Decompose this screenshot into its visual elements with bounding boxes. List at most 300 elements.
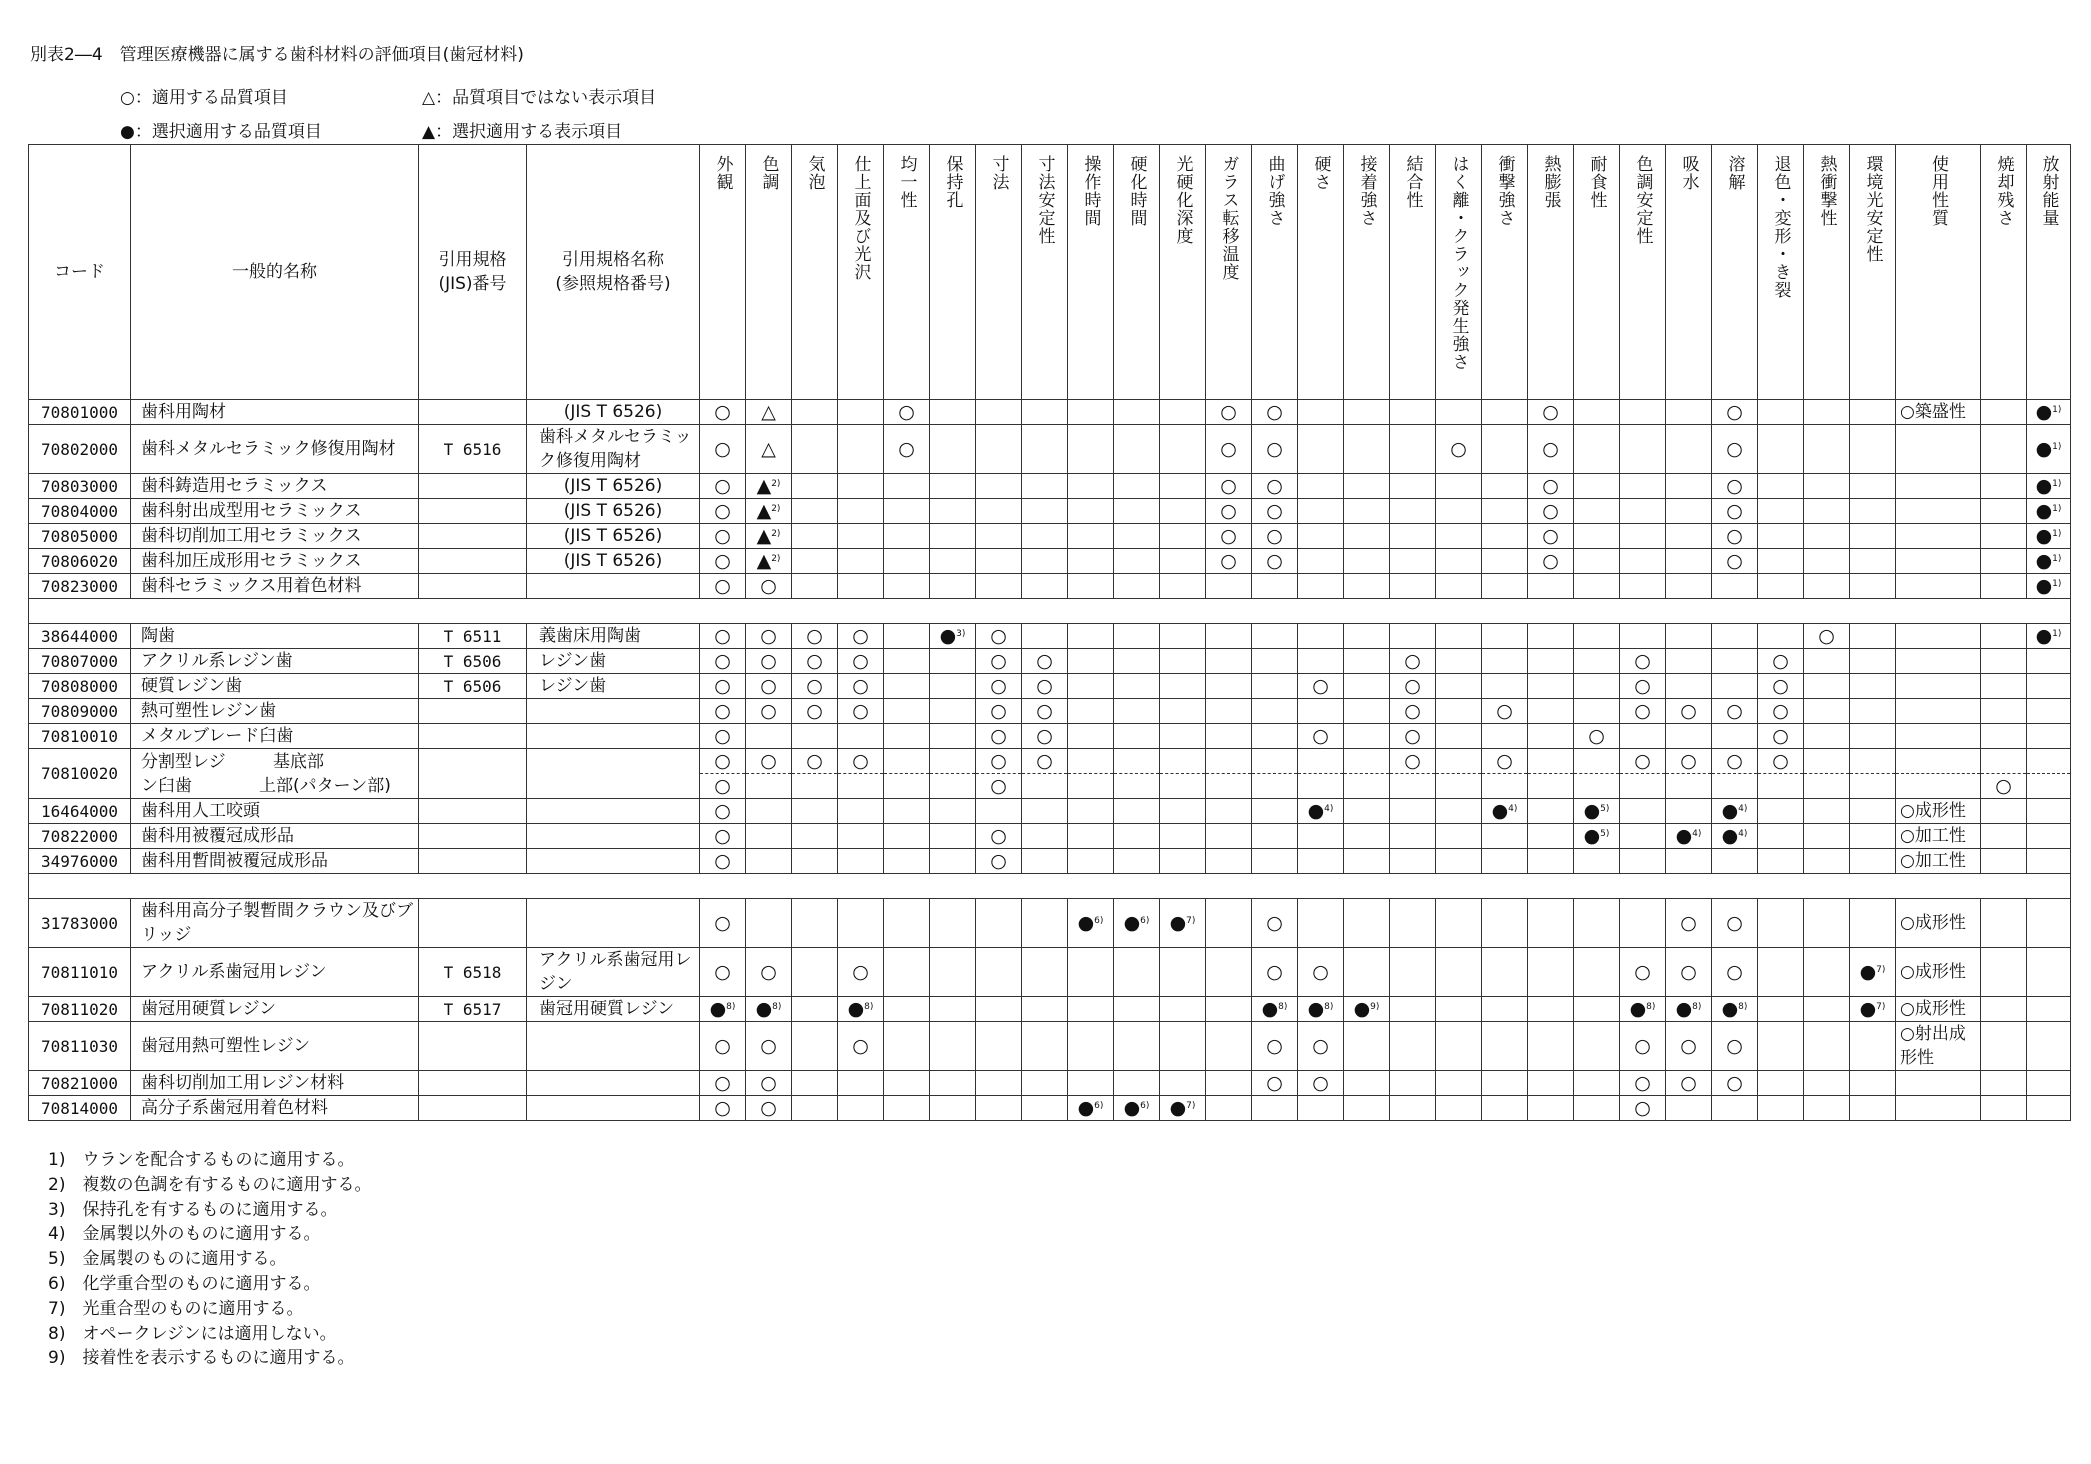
table-row: [29, 1022, 2071, 1071]
mark-cell: [1068, 574, 1114, 599]
mark-cell: [930, 749, 976, 774]
mark-cell: [1981, 524, 2027, 549]
mark-cell: [792, 549, 838, 574]
row-std-number: T 6517: [419, 997, 527, 1022]
row-std-number: [419, 699, 527, 724]
mark-cell: ○: [1666, 1022, 1712, 1071]
mark-cell: [1482, 1096, 1528, 1121]
mark-cell: ○: [700, 948, 746, 997]
mark-footnote-ref: 5): [1600, 829, 1610, 839]
use-property-cell: [1896, 425, 1981, 474]
evaluation-table: [28, 144, 2071, 1121]
mark-cell: [1298, 624, 1344, 649]
mark-cell: [1160, 400, 1206, 425]
mark-cell: [1804, 400, 1850, 425]
mark-cell: [1712, 1096, 1758, 1121]
mark-cell: ○: [1712, 1022, 1758, 1071]
table-row: [29, 899, 2071, 948]
mark-footnote-ref: 6): [1094, 1101, 1104, 1111]
mark-cell: [884, 774, 930, 799]
mark-cell: ○: [838, 649, 884, 674]
mark-cell: [1850, 649, 1896, 674]
row-std-name: (JIS T 6526): [527, 499, 700, 524]
mark-footnote-ref: 1): [2052, 504, 2062, 514]
mark-cell: ○: [1206, 549, 1252, 574]
mark-cell: ○: [700, 724, 746, 749]
mark-cell: [1712, 674, 1758, 699]
mark-cell: [1666, 724, 1712, 749]
header-item: [1344, 145, 1390, 400]
mark-cell: [838, 799, 884, 824]
row-name: 硬質レジン歯: [131, 674, 419, 699]
header-item: [1666, 145, 1712, 400]
mark-cell: [1068, 499, 1114, 524]
mark-cell: [930, 425, 976, 474]
mark-cell: [1528, 699, 1574, 724]
row-name: 歯科用被覆冠成形品: [131, 824, 419, 849]
gap-cell: [29, 599, 2071, 624]
mark-cell: [1206, 624, 1252, 649]
footnote: 1) ウランを配合するものに適用する。: [48, 1150, 355, 1170]
mark-cell: [700, 997, 746, 1022]
mark-cell: ○: [1528, 499, 1574, 524]
mark-footnote-ref: 4): [1738, 829, 1748, 839]
row-code: 70807000: [29, 649, 131, 674]
mark-cell: [1712, 997, 1758, 1022]
mark-cell: ○: [1528, 425, 1574, 474]
mark-cell: [1981, 649, 2027, 674]
mark-cell: ○: [746, 1071, 792, 1096]
mark-symbol: ●: [1859, 961, 1877, 983]
row-name: アクリル系レジン歯: [131, 649, 419, 674]
mark-cell: ○: [700, 649, 746, 674]
mark-cell: [1482, 574, 1528, 599]
mark-cell: [1482, 799, 1528, 824]
mark-cell: [930, 624, 976, 649]
header-name: 一般的名称: [131, 145, 419, 400]
mark-cell: ○: [1252, 549, 1298, 574]
row-name: 歯科用高分子製暫間クラウン及びブリッジ: [131, 899, 419, 948]
mark-cell: [1620, 849, 1666, 874]
mark-cell: [1482, 649, 1528, 674]
row-std-name: [527, 574, 700, 599]
header-item: [746, 145, 792, 400]
header-item-label: 焼却残さ: [1993, 155, 2014, 227]
footnote: 4) 金属製以外のものに適用する。: [48, 1224, 321, 1245]
mark-cell: [838, 549, 884, 574]
mark-cell: ○: [700, 799, 746, 824]
mark-cell: ○: [792, 674, 838, 699]
mark-cell: [1022, 799, 1068, 824]
mark-cell: [2027, 724, 2071, 749]
mark-cell: [1436, 549, 1482, 574]
mark-cell: [1574, 824, 1620, 849]
header-stdname-line2: (参照規格番号): [555, 274, 671, 294]
mark-cell: ○: [700, 1071, 746, 1096]
mark-cell: [746, 474, 792, 499]
mark-footnote-ref: 7): [1876, 965, 1886, 975]
mark-cell: ○: [700, 1022, 746, 1071]
mark-cell: [838, 997, 884, 1022]
mark-symbol: ▲: [756, 475, 772, 497]
mark-cell: [1528, 774, 1574, 799]
mark-cell: [1712, 724, 1758, 749]
mark-cell: [1758, 474, 1804, 499]
header-item-label: ガラス転移温度: [1218, 155, 1239, 281]
mark-cell: ○: [976, 849, 1022, 874]
mark-cell: [1022, 997, 1068, 1022]
mark-cell: [1022, 624, 1068, 649]
row-std-number: T 6506: [419, 649, 527, 674]
mark-cell: [1804, 749, 1850, 774]
mark-cell: [1804, 1096, 1850, 1121]
header-item-label: 熱衝撃性: [1816, 155, 1837, 227]
mark-cell: [1436, 799, 1482, 824]
row-name: 陶歯: [131, 624, 419, 649]
mark-cell: ○: [746, 1022, 792, 1071]
table-row: [29, 824, 2071, 849]
mark-footnote-ref: 5): [1600, 804, 1610, 814]
mark-cell: ○: [1620, 699, 1666, 724]
mark-cell: ○: [746, 674, 792, 699]
mark-cell: [1114, 499, 1160, 524]
mark-cell: [1068, 649, 1114, 674]
mark-cell: [1344, 948, 1390, 997]
header-item-label: 結合性: [1402, 155, 1423, 209]
mark-cell: [1160, 699, 1206, 724]
mark-symbol: ●: [1169, 1097, 1187, 1119]
mark-symbol: ●: [847, 998, 865, 1020]
mark-cell: [1528, 674, 1574, 699]
mark-cell: [1298, 549, 1344, 574]
mark-cell: [1620, 425, 1666, 474]
mark-cell: [1252, 824, 1298, 849]
mark-cell: ○: [700, 824, 746, 849]
mark-cell: ○: [792, 699, 838, 724]
row-std-number: T 6506: [419, 674, 527, 699]
mark-cell: [1482, 524, 1528, 549]
mark-cell: [1436, 474, 1482, 499]
mark-cell: [1666, 474, 1712, 499]
header-item: [1896, 145, 1981, 400]
header-item: [930, 145, 976, 400]
mark-cell: [1344, 899, 1390, 948]
mark-cell: [1620, 724, 1666, 749]
row-name-part2: ン臼歯: [141, 775, 192, 796]
mark-footnote-ref: 8): [864, 1002, 874, 1012]
mark-cell: [1981, 699, 2027, 724]
table-row: [29, 997, 2071, 1022]
mark-cell: [1114, 997, 1160, 1022]
mark-cell: ○: [1206, 474, 1252, 499]
mark-footnote-ref: 1): [2052, 405, 2062, 415]
mark-cell: [930, 824, 976, 849]
mark-cell: [1436, 774, 1482, 799]
header-std-number: [419, 145, 527, 400]
mark-cell: ○: [1252, 948, 1298, 997]
mark-cell: [1981, 997, 2027, 1022]
header-item: [1298, 145, 1344, 400]
mark-cell: [884, 1022, 930, 1071]
mark-footnote-ref: 3): [956, 629, 966, 639]
footnote: 9) 接着性を表示するものに適用する。: [48, 1348, 355, 1369]
mark-cell: [1620, 400, 1666, 425]
mark-cell: [1114, 1022, 1160, 1071]
use-property-cell: [1896, 524, 1981, 549]
mark-cell: [1390, 400, 1436, 425]
header-item-label: 硬化時間: [1126, 155, 1147, 227]
header-item-label: 溶解: [1724, 155, 1745, 191]
mark-cell: ○: [1022, 649, 1068, 674]
mark-cell: [838, 524, 884, 549]
mark-cell: [1436, 499, 1482, 524]
mark-cell: ○: [1390, 649, 1436, 674]
header-item-label: 仕上面及び光沢: [850, 155, 871, 281]
mark-cell: [1298, 824, 1344, 849]
mark-cell: [1114, 1071, 1160, 1096]
mark-footnote-ref: 6): [1140, 1101, 1150, 1111]
mark-cell: [930, 699, 976, 724]
mark-cell: [1850, 524, 1896, 549]
use-property-cell: [1896, 1096, 1981, 1121]
use-property-cell: ○成形性: [1896, 997, 1981, 1022]
mark-cell: [1574, 649, 1620, 674]
mark-cell: [976, 1096, 1022, 1121]
header-item: [1252, 145, 1298, 400]
mark-cell: [1712, 574, 1758, 599]
mark-cell: ○: [1666, 749, 1712, 774]
mark-cell: [792, 400, 838, 425]
mark-symbol: ▲: [756, 500, 772, 522]
header-item-label: 接着強さ: [1356, 155, 1377, 227]
mark-cell: ○: [1620, 649, 1666, 674]
mark-cell: [884, 849, 930, 874]
mark-cell: [1712, 849, 1758, 874]
mark-cell: [1574, 474, 1620, 499]
mark-cell: ○: [1712, 524, 1758, 549]
mark-cell: [1850, 1022, 1896, 1071]
mark-cell: [1436, 724, 1482, 749]
table-row: [29, 749, 2071, 774]
mark-cell: [1344, 499, 1390, 524]
row-code: 70823000: [29, 574, 131, 599]
table-row: [29, 499, 2071, 524]
mark-cell: ○: [700, 899, 746, 948]
row-std-name: (JIS T 6526): [527, 400, 700, 425]
row-code: 70803000: [29, 474, 131, 499]
header-item: [1022, 145, 1068, 400]
mark-cell: [1758, 824, 1804, 849]
mark-cell: [1206, 899, 1252, 948]
row-std-name: [527, 849, 700, 874]
mark-cell: [1574, 549, 1620, 574]
mark-cell: [1620, 574, 1666, 599]
mark-symbol: ●: [2035, 475, 2053, 497]
mark-cell: [1981, 724, 2027, 749]
header-item-label: 気泡: [804, 155, 825, 191]
mark-cell: [1804, 524, 1850, 549]
mark-cell: [1390, 574, 1436, 599]
mark-cell: [1160, 1096, 1206, 1121]
mark-cell: ○: [792, 624, 838, 649]
footnote: 5) 金属製のものに適用する。: [48, 1249, 287, 1270]
mark-cell: [884, 674, 930, 699]
mark-cell: [1758, 425, 1804, 474]
mark-cell: [1574, 574, 1620, 599]
mark-cell: [1436, 1071, 1482, 1096]
mark-cell: [2027, 824, 2071, 849]
mark-cell: [1981, 899, 2027, 948]
mark-cell: [1344, 524, 1390, 549]
mark-cell: [1022, 899, 1068, 948]
mark-symbol: ▲: [756, 525, 772, 547]
mark-symbol: ●: [2035, 575, 2053, 597]
mark-cell: [1620, 524, 1666, 549]
mark-cell: [2027, 849, 2071, 874]
mark-cell: [1390, 474, 1436, 499]
mark-cell: [1068, 948, 1114, 997]
mark-cell: [930, 774, 976, 799]
row-code: 34976000: [29, 849, 131, 874]
mark-cell: [930, 499, 976, 524]
mark-cell: [792, 1096, 838, 1121]
mark-cell: ○: [746, 948, 792, 997]
mark-cell: [1022, 1096, 1068, 1121]
mark-cell: [792, 574, 838, 599]
mark-cell: [1390, 499, 1436, 524]
mark-cell: ○: [792, 649, 838, 674]
mark-cell: [1620, 899, 1666, 948]
mark-cell: [976, 474, 1022, 499]
mark-cell: [1252, 724, 1298, 749]
mark-cell: ○: [976, 824, 1022, 849]
mark-cell: [1666, 425, 1712, 474]
mark-cell: ○: [1436, 425, 1482, 474]
row-name-part1: 分割型レジ: [141, 751, 226, 772]
mark-cell: [1114, 649, 1160, 674]
mark-cell: [930, 474, 976, 499]
mark-cell: [1758, 948, 1804, 997]
header-code: コード: [29, 145, 131, 400]
use-property-cell: ○築盛性: [1896, 400, 1981, 425]
mark-footnote-ref: 4): [1508, 804, 1518, 814]
mark-cell: [838, 724, 884, 749]
mark-cell: [1804, 799, 1850, 824]
mark-cell: [2027, 524, 2071, 549]
header-item: [1804, 145, 1850, 400]
header-item-label: 寸法安定性: [1034, 155, 1055, 245]
row-name: [131, 749, 419, 799]
mark-cell: [1850, 499, 1896, 524]
mark-cell: ○: [1712, 749, 1758, 774]
mark-cell: ○: [746, 749, 792, 774]
mark-cell: [1850, 1071, 1896, 1096]
mark-cell: [1390, 549, 1436, 574]
mark-cell: [1981, 1096, 2027, 1121]
mark-cell: [1114, 674, 1160, 699]
mark-cell: [1482, 849, 1528, 874]
mark-cell: [838, 400, 884, 425]
mark-cell: [1068, 425, 1114, 474]
mark-cell: ○: [700, 425, 746, 474]
mark-cell: [1252, 997, 1298, 1022]
mark-cell: [792, 1071, 838, 1096]
mark-cell: [1390, 524, 1436, 549]
mark-cell: [1758, 624, 1804, 649]
mark-cell: [884, 574, 930, 599]
mark-cell: [1206, 849, 1252, 874]
mark-cell: [884, 724, 930, 749]
mark-cell: ○: [838, 674, 884, 699]
mark-cell: ○: [700, 400, 746, 425]
mark-cell: [1160, 549, 1206, 574]
legend-filled-triangle: ▲：選択適用する表示項目: [422, 122, 623, 142]
mark-cell: [838, 1071, 884, 1096]
mark-cell: [884, 699, 930, 724]
mark-cell: [1436, 649, 1482, 674]
mark-cell: [1482, 997, 1528, 1022]
mark-cell: [2027, 749, 2071, 774]
mark-symbol: ●: [2035, 401, 2053, 423]
mark-cell: [746, 499, 792, 524]
mark-cell: ○: [976, 624, 1022, 649]
mark-cell: ○: [1298, 1022, 1344, 1071]
mark-cell: [746, 997, 792, 1022]
row-std-number: [419, 474, 527, 499]
mark-symbol: ●: [2035, 500, 2053, 522]
mark-cell: [1574, 948, 1620, 997]
mark-cell: [1436, 948, 1482, 997]
mark-cell: [792, 425, 838, 474]
mark-cell: [1344, 674, 1390, 699]
mark-cell: [1344, 549, 1390, 574]
mark-cell: △: [746, 400, 792, 425]
mark-cell: [792, 799, 838, 824]
row-std-number: [419, 799, 527, 824]
section-gap: [29, 874, 2071, 899]
mark-cell: [976, 499, 1022, 524]
mark-cell: [746, 899, 792, 948]
mark-footnote-ref: 8): [772, 1002, 782, 1012]
header-item-label: 使用性質: [1928, 155, 1948, 227]
mark-cell: [1804, 948, 1850, 997]
row-code: 70811030: [29, 1022, 131, 1071]
mark-cell: [1390, 849, 1436, 874]
mark-cell: [930, 549, 976, 574]
mark-cell: [1068, 1096, 1114, 1121]
mark-cell: [2027, 699, 2071, 724]
mark-cell: [1574, 1096, 1620, 1121]
mark-symbol: ●: [1859, 998, 1877, 1020]
mark-cell: ○: [700, 749, 746, 774]
mark-cell: [1850, 674, 1896, 699]
mark-cell: [1160, 1022, 1206, 1071]
mark-cell: [1850, 1096, 1896, 1121]
table-row: [29, 549, 2071, 574]
use-property-cell: [1896, 674, 1981, 699]
mark-cell: ○: [700, 674, 746, 699]
mark-cell: [1252, 649, 1298, 674]
mark-cell: [884, 649, 930, 674]
row-code: 31783000: [29, 899, 131, 948]
header-item: [976, 145, 1022, 400]
mark-cell: [1804, 674, 1850, 699]
mark-cell: [1160, 1071, 1206, 1096]
mark-cell: [1981, 674, 2027, 699]
mark-footnote-ref: 1): [2052, 629, 2062, 639]
mark-cell: ○: [1666, 948, 1712, 997]
mark-cell: ○: [1620, 948, 1666, 997]
